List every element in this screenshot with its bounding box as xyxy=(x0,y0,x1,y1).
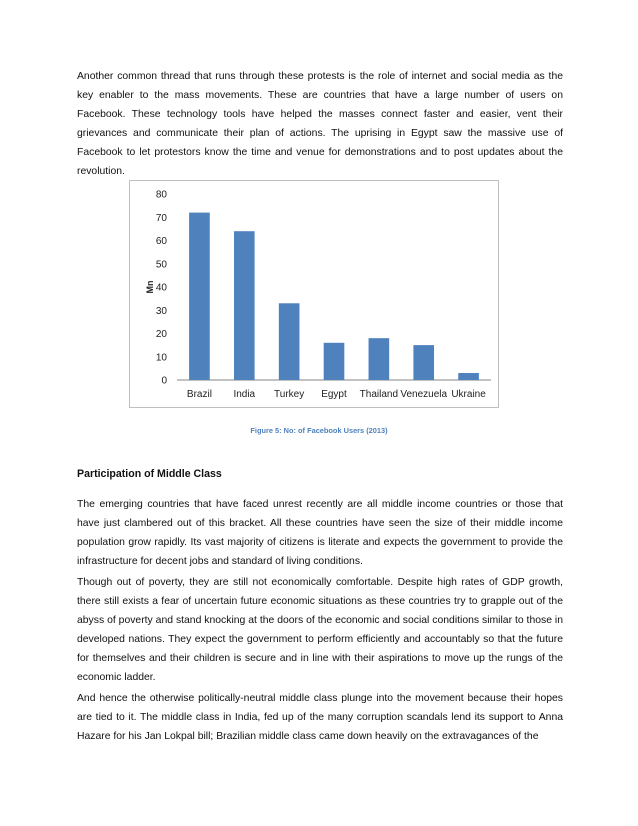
y-tick-label: 0 xyxy=(161,375,167,387)
x-tick-label: Thailand xyxy=(359,389,399,400)
y-tick-label: 80 xyxy=(155,189,167,201)
y-tick-label: 20 xyxy=(155,329,167,340)
x-tick-label: Ukraine xyxy=(451,389,486,400)
bar-brazil xyxy=(189,213,210,380)
bar-thailand xyxy=(369,338,390,380)
body-paragraph: Though out of poverty, they are still not economically comfortable. Despite high rates of GDP growth, there still exists a fear of uncertain future economic situations as these countries try to grapple out of the abyss of poverty and stand knocking at the doors of the economic and social conditions similar to those in developed nations. They expect the government to perform efficiently and accountably so that the future for themselves and their children is secure and in line with their aspirations to move up the rungs of the economic ladder. xyxy=(77,577,563,683)
body-paragraph: The emerging countries that have faced unrest recently are all middle income countries or those that have just clambered out of this bracket. All these countries have seen the size of their middle income population grow rapidly. Its vast majority of citizens is literate and expects the government to provide the infrastructure for decent jobs and standard of living conditions. xyxy=(77,499,563,567)
bar-turkey xyxy=(279,303,300,380)
bar-ukraine xyxy=(458,373,479,380)
y-tick-label: 60 xyxy=(155,236,167,247)
x-tick-label: Turkey xyxy=(274,389,305,400)
x-tick-label: Brazil xyxy=(186,389,212,400)
body-paragraph: And hence the otherwise politically-neutral middle class plunge into the movement because their hopes are tied to it. The middle class in India, fed up of the many corruption scandals lend its support to Anna Hazare for his Jan Lokpal bill; Brazilian middle class came down heavily on the extravagances of the xyxy=(77,693,563,742)
intro-paragraph: Another common thread that runs through these protests is the role of internet and social media as the key enabler to the mass movements. These are countries that have a large number of users on Facebook. These technology tools have helped the masses connect faster and easier, vent their grievances and communicate their plan of actions. The uprising in Egypt saw the massive use of Facebook to let protestors know the time and venue for demonstrations and to post updates about the revolution. xyxy=(77,71,563,177)
section-heading: Participation of Middle Class xyxy=(77,468,222,480)
bar-venezuela xyxy=(413,345,434,380)
bar-india xyxy=(234,231,255,380)
y-axis-label: Mn xyxy=(145,280,155,294)
y-tick-label: 70 xyxy=(155,212,167,224)
y-tick-label: 40 xyxy=(155,282,167,294)
x-tick-label: India xyxy=(233,389,256,400)
facebook-users-bar-chart xyxy=(129,180,499,408)
y-tick-label: 30 xyxy=(155,305,167,317)
chart-frame xyxy=(130,181,499,408)
figure-caption: Figure 5: No: of Facebook Users (2013) xyxy=(250,426,388,435)
y-tick-label: 50 xyxy=(155,259,167,271)
x-tick-label: Egypt xyxy=(321,389,347,400)
x-tick-label: Venezuela xyxy=(400,389,448,400)
bar-egypt xyxy=(324,343,345,380)
y-tick-label: 10 xyxy=(155,352,167,364)
